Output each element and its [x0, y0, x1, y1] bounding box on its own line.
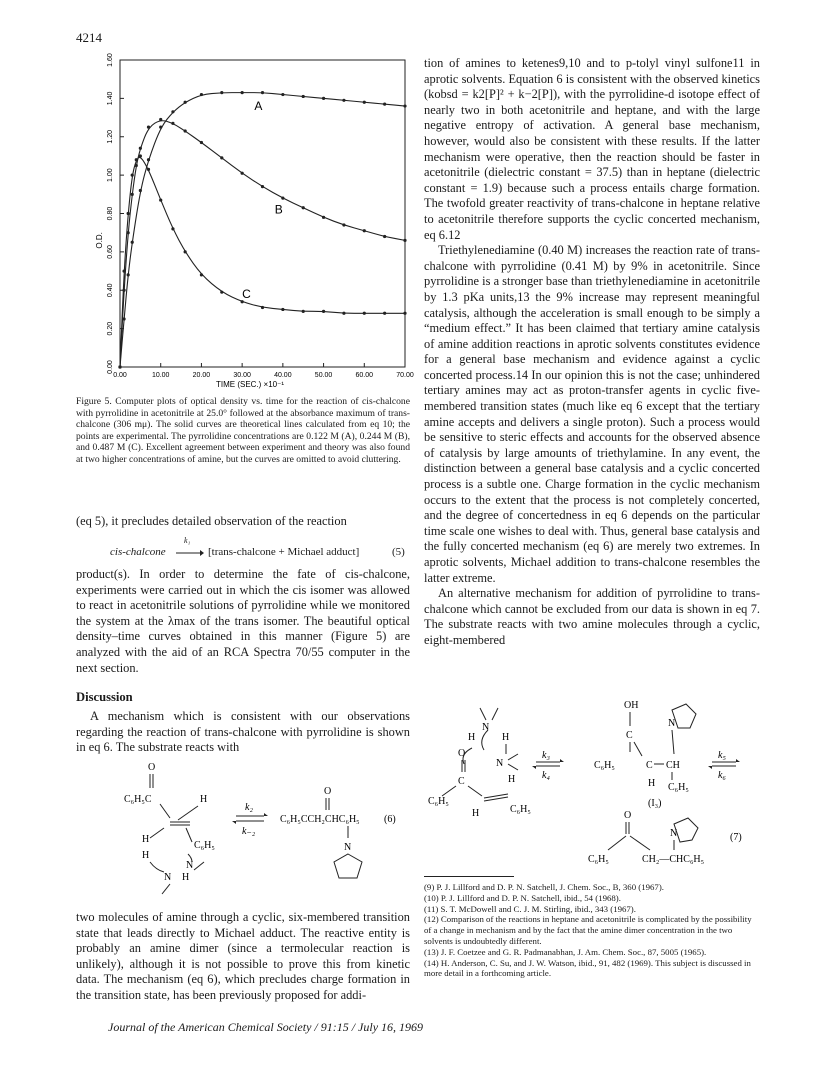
data-point-A — [383, 103, 386, 106]
chart-curves — [118, 91, 406, 369]
x-tick-label: 50.00 — [314, 372, 333, 379]
data-point-B — [403, 239, 406, 242]
data-point-C — [139, 154, 142, 157]
eq6-h-bottom: H — [182, 872, 190, 883]
eq7-h-2: H — [502, 732, 510, 743]
para-right-2: Triethylenediamine (0.40 M) increases the reaction rate of trans-chalcone with pyrrolidine (0.41 M) by 9% in acetonitrile. Since pyrrolidine is a stronger base than triethylenediamine in acetonitrile by 1.3 pKa units,13 the 9% increase may represent meaningful catalysis, although the acceleration is small enough to be simply a “medium effect.” It has been claimed that tertiary amine catalysis of amine addition reactions in aprotic solvents constitutes evidence for a general base mechanism and evidence against a cyclic concerted process.14 In our opinion this is not the case; unhindered tertiary amines may act as proton-transfer agents in cyclic five-membered transition states (much like eq 6 except that the tertiary amine accepts and delivers a single proton). Such a process would be sensitive to steric effects and accounts for the observed absence of catalysis by large amounts of triethylamine. In any event, the distinction between a general base catalysis and a cyclic concerted process is a subtle one. Charge formation in the cyclic mechanism occurs to the extent that the process is not completely concerted, and the degree of concertedness in eq 6 depends on the particular time scale one wishes to deal with. Thus, general base catalysis and the fully concerted mechanism (eq 6) are merely two extremes. In aprotic solvents, Michael addition to trans-chalcone resembles the latter extreme. — [424, 243, 760, 585]
x-axis-ticks — [113, 363, 414, 379]
eq5-left: cis-chalcone — [110, 546, 166, 558]
data-point-B — [147, 126, 150, 129]
references-divider — [424, 876, 514, 877]
data-point-C — [383, 312, 386, 315]
figure-5-chart — [90, 52, 420, 392]
page-number: 4214 — [76, 30, 102, 45]
equation-6-scheme — [100, 758, 420, 898]
curve-label-A: A — [254, 98, 263, 113]
eq7-c6h5-mid: C₆H₅ — [510, 804, 531, 815]
eq6-n-left: N — [164, 872, 172, 883]
x-axis-label: TIME (SEC.) ×10⁻¹ — [215, 380, 285, 389]
eq7-c-int-2: C — [646, 760, 653, 771]
eq7-h-3: H — [508, 774, 516, 785]
data-point-A — [131, 241, 134, 244]
eq6-k-reverse: k₋₂ — [242, 826, 256, 837]
data-point-C — [118, 365, 121, 368]
journal-footer: Journal of the American Chemical Society / 91:15 / July 16, 1969 — [108, 1020, 424, 1034]
reference-item: (12) Comparison of the reactions in heptane and acetonitrile is complicated by the possibility of a change in mechanism and by the fact that the amine dimer concentration in the two solvents is undoubtedly different. — [424, 914, 752, 946]
right-column-text — [424, 56, 760, 649]
data-point-A — [139, 189, 142, 192]
eq7-number: (7) — [730, 832, 742, 843]
x-tick-label: 0.00 — [113, 372, 127, 379]
reference-item: (13) J. F. Coetzee and G. R. Padmanabhan, J. Am. Chem. Soc., 87, 5005 (1965). — [424, 946, 707, 957]
data-point-C — [135, 158, 138, 161]
references-list — [424, 882, 760, 979]
equation-5 — [110, 538, 410, 560]
data-point-A — [147, 158, 150, 161]
y-tick-label: 1.60 — [107, 53, 114, 67]
curve-line-B — [120, 121, 405, 367]
y-tick-label: 0.80 — [107, 206, 114, 221]
para-products: product(s). In order to determine the fate of cis-chalcone, experiments were carried out in which the cis isomer was allowed to react in acetonitrile solutions of pyrrolidine while we monitored the system at the λmax of the trans isomer. The beautiful optical density–time curves obtained in this manner (Figure 5) are analyzed with the aid of an RCA Spectra 70/55 computer in the next section. — [76, 567, 410, 675]
eq6-h-left: H — [142, 834, 150, 845]
y-tick-label: 0.40 — [107, 283, 114, 298]
eq6-c6h5c: C₆H₅C — [124, 794, 152, 805]
x-tick-label: 20.00 — [192, 372, 211, 379]
left-products-paragraph — [76, 567, 410, 676]
data-point-A — [281, 93, 284, 96]
data-point-B — [139, 147, 142, 150]
x-tick-label: 10.00 — [151, 372, 170, 379]
data-point-C — [322, 310, 325, 313]
eq7-c: C — [458, 776, 465, 787]
data-point-C — [302, 310, 305, 313]
eq7-n-mid: N — [496, 758, 504, 769]
equation-7-scheme — [428, 700, 764, 872]
eq6-product: C₆H₅CCH₂CHC₆H₅ — [280, 814, 360, 825]
figure-5-caption: Figure 5. Computer plots of optical density vs. time for the reaction of cis-chalcone with pyrrolidine in acetonitrile at 25.0° followed at the absorbance maximum of trans-chalcone (306 mμ). The solid curves are theoretical lines calculated from eq 10; the points are experimental. The pyrrolidine concentrations are 0.122 M (A), 0.244 M (B), and 0.487 M (C). Excellent agreement between experiment and theory was also found at two higher concentrations of amine, but the curves are omitted to avoid cluttering. — [76, 396, 410, 465]
data-point-C — [403, 312, 406, 315]
data-point-A — [241, 91, 244, 94]
eq5-right: [trans-chalcone + Michael adduct] — [208, 546, 360, 558]
eq7-product-n: N — [670, 828, 678, 839]
data-point-A — [363, 101, 366, 104]
data-point-A — [200, 93, 203, 96]
y-axis-label: O.D. — [95, 232, 104, 249]
data-point-B — [159, 118, 162, 121]
reference-item: (9) P. J. Lillford and D. P. N. Satchell, J. Chem. Soc., B, 360 (1967). — [424, 882, 664, 892]
curve-line-C — [120, 157, 405, 367]
para-discussion: A mechanism which is consistent with our observations regarding the reaction of trans-chalcone with pyrrolidine is shown in eq 6. The substrate reacts with — [76, 709, 410, 755]
eq6-c6h5: C₆H₅ — [194, 840, 215, 851]
y-tick-label: 0.20 — [107, 321, 114, 336]
left-eq5-intro — [76, 514, 410, 530]
eq6-number: (6) — [384, 814, 396, 825]
eq6-h-top: H — [200, 794, 208, 805]
x-tick-label: 40.00 — [274, 372, 292, 379]
eq6-h-mid: H — [142, 850, 150, 861]
x-tick-label: 70.00 — [396, 372, 414, 379]
left-discussion-paragraph — [76, 709, 410, 756]
data-point-A — [171, 110, 174, 113]
eq7-k6: k₆ — [718, 770, 726, 781]
eq7-k4: k₄ — [542, 770, 550, 781]
eq7-intermediate: (I₃) — [648, 798, 662, 809]
data-point-C — [342, 312, 345, 315]
data-point-A — [342, 99, 345, 102]
data-point-C — [159, 198, 162, 201]
data-point-C — [147, 168, 150, 171]
data-point-C — [220, 291, 223, 294]
y-tick-label: 1.20 — [107, 129, 114, 144]
data-point-A — [261, 91, 264, 94]
reference-item: (11) S. T. McDowell and C. J. M. Stirling, ibid., 343 (1967). — [424, 903, 636, 914]
data-point-C — [171, 227, 174, 230]
eq6-o: O — [148, 762, 156, 773]
eq6-n-right: N — [186, 860, 194, 871]
eq5-arrow — [176, 548, 204, 558]
data-point-C — [363, 312, 366, 315]
data-point-A — [159, 126, 162, 129]
data-point-A — [220, 91, 223, 94]
para-eq5-intro: (eq 5), it precludes detailed observation of the reaction — [76, 514, 347, 528]
data-point-B — [322, 216, 325, 219]
para-right-1: tion of amines to ketenes9,10 and to p-tolyl vinyl sulfone11 in aprotic solvents. Equation 6 is consistent with the observed kinetics (kobsd = k2[P]² + k−2[P]), with the pyrrolidine-d isotope effect of nearly two in both acetonitrile and heptane, and with the large negative entropy of activation. A general base mechanism, however, would also be consistent with these results. If the latter mechanism were operative, then the reaction should be faster in acetonitrile (dielectric constant = 37.5) than in heptane (dielectric constant = 1.9) because such a process entails charge formation. The twofold greater reactivity of trans-chalcone in heptane relative to acetonitrile therefore supports the cyclic concerted mechanism, eq 6.12 — [424, 56, 760, 242]
y-tick-label: 1.40 — [107, 91, 114, 106]
data-point-C — [281, 308, 284, 311]
data-point-A — [403, 104, 406, 107]
data-point-C — [127, 212, 130, 215]
data-point-B — [171, 122, 174, 125]
eq7-k3: k₃ — [542, 750, 550, 761]
eq6-product-o: O — [324, 786, 332, 797]
data-point-B — [302, 206, 305, 209]
eq7-n-top: N — [482, 722, 490, 733]
data-point-C — [131, 174, 134, 177]
data-point-A — [184, 101, 187, 104]
eq7-c6h5-int-2: C₆H₅ — [668, 782, 689, 793]
data-point-C — [122, 269, 125, 272]
data-point-A — [127, 273, 130, 276]
eq7-c6h5-int: C₆H₅ — [594, 760, 615, 771]
data-point-A — [322, 97, 325, 100]
curve-label-C: C — [242, 286, 251, 301]
para-after-eq6: two molecules of amine through a cyclic, six-membered transition state that leads directly to Michael adduct. The reactive entity is probably an amine dimer (since a termolecular reaction is unlikely), although it is not possible to prove this from kinetic data. The mechanism (eq 6), which precludes charge formation in the transition state, has been previously proposed for addi- — [76, 910, 410, 1002]
eq5-number: (5) — [392, 546, 405, 558]
eq7-o: O — [458, 748, 466, 759]
y-tick-label: 1.00 — [107, 168, 114, 182]
eq7-n-int: N — [668, 718, 676, 729]
data-point-B — [383, 235, 386, 238]
data-point-B — [363, 229, 366, 232]
eq7-c-int: C — [626, 730, 633, 741]
discussion-heading: Discussion — [76, 690, 133, 704]
curve-label-B: B — [274, 202, 283, 217]
reference-item: (14) H. Anderson, C. Su, and J. W. Watson, ibid., 91, 482 (1969). This subject is discussed in more detail in a forthcoming article. — [424, 957, 751, 979]
eq7-oh: OH — [624, 700, 639, 711]
data-point-C — [184, 250, 187, 253]
eq7-h-int: H — [648, 778, 656, 789]
data-point-B — [281, 197, 284, 200]
x-tick-label: 30.00 — [233, 372, 251, 379]
x-tick-label: 60.00 — [355, 372, 374, 379]
data-point-C — [200, 273, 203, 276]
eq7-c6h5-left: C₆H₅ — [428, 796, 449, 807]
data-point-B — [131, 193, 134, 196]
eq7-k5: k₅ — [718, 750, 726, 761]
eq7-product-chain: CH₂—CHC₆H₅ — [642, 854, 705, 865]
data-point-B — [241, 172, 244, 175]
plot-frame — [120, 60, 405, 367]
data-point-A — [302, 95, 305, 98]
eq6-product-n: N — [344, 842, 352, 853]
left-after-eq6-paragraph — [76, 910, 410, 1004]
eq7-product-o: O — [624, 810, 632, 821]
y-tick-label: 0.60 — [107, 245, 114, 259]
data-point-C — [261, 306, 264, 309]
data-point-B — [220, 156, 223, 159]
eq7-product-c6h5: C₆H₅ — [588, 854, 609, 865]
y-tick-label: 0.00 — [107, 360, 114, 374]
eq6-k-forward: k₂ — [245, 802, 253, 813]
data-point-B — [184, 129, 187, 132]
data-point-B — [261, 185, 264, 188]
para-right-3: An alternative mechanism for addition of pyrrolidine to trans-chalcone which cannot be excluded from our data is shown in eq 7. The substrate reacts with two amine molecules through a cyclic, eight-membered — [424, 586, 760, 647]
reference-item: (10) P. J. Lillford and D. P. N. Satchell, ibid., 54 (1968). — [424, 892, 621, 903]
eq7-h-4: H — [472, 808, 480, 819]
data-point-B — [342, 223, 345, 226]
eq7-ch: CH — [666, 760, 680, 771]
eq5-k1: k₁ — [184, 536, 191, 545]
eq7-h-1: H — [468, 732, 476, 743]
data-point-B — [200, 141, 203, 144]
